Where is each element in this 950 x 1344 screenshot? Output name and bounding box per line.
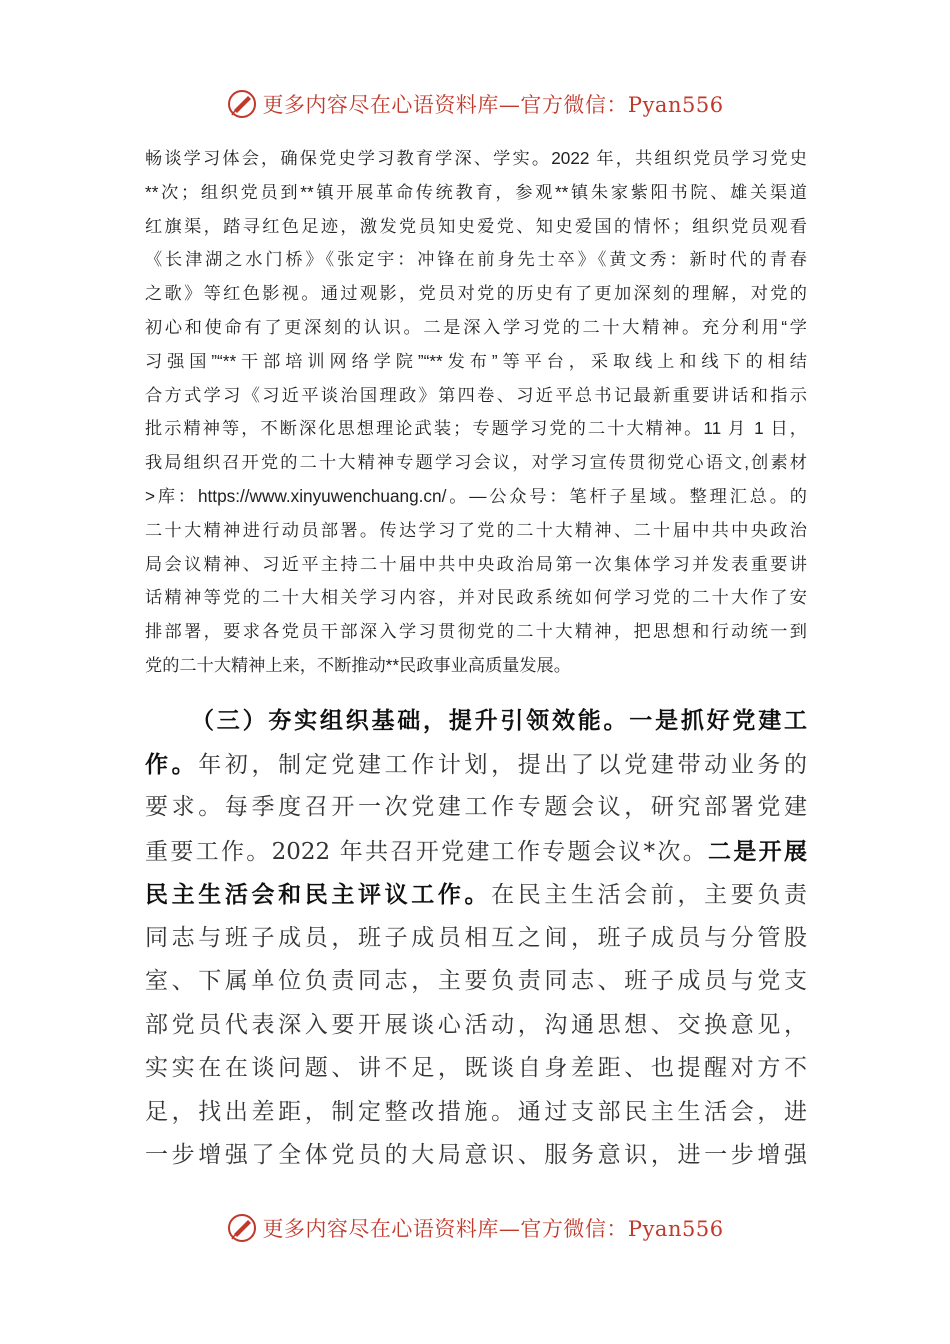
body-paragraph-2 [145,699,807,1178]
text-line: 初心和使命有了更深刻的认识。二是深入学习党的二十大精神。充分利用“学 [145,316,807,337]
text-line: 同志与班子成员，班子成员相互之间，班子成员与分管股 [145,924,807,951]
text-fragment: 年初，制定党建工作计划，提出了以党建带动业务的 [198,751,807,778]
footer-banner [0,1208,950,1248]
bold-fragment: 作。 [145,750,199,778]
text-line: 部党员代表深入要开展谈心活动，沟通思想、交换意见， [145,1011,807,1038]
section-heading-line [145,699,807,743]
text-line [145,873,807,917]
body-paragraph-1 [145,142,807,683]
text-line: 合方式学习《习近平谈治国理政》第四卷、习近平总书记最新重要讲话和指示 [145,384,807,405]
section-heading: （三）夯实组织基础，提升引领效能。一是抓好党建工 [191,707,807,734]
text-line: 党的二十大精神上来，不断推动**民政事业高质量发展。 [145,654,571,675]
text-line: >库：https://www.xinyuwenchuang.cn/。—公众号：笔杆子星域。整理汇总。的 [145,485,807,506]
text-line: 我局组织召开党的二十大精神专题学习会议，对学习宣传贯彻党心语文,创素材 [145,452,807,473]
text-line [145,830,807,874]
text-line [145,743,807,787]
text-fragment: 在民主生活会前，主要负责 [491,882,807,908]
bold-fragment: 二是开展 [708,837,807,865]
text-line: 一步增强了全体党员的大局意识、服务意识，进一步增强 [145,1142,807,1168]
text-line: 习强国”“**干部培训网络学院”“**发布”等平台，采取线上和线下的相结 [145,350,807,371]
text-line: 红旗渠，踏寻红色足迹，激发党员知史爱党、知史爱国的情怀；组织党员观看 [145,215,807,236]
text-line: 局会议精神、习近平主持二十届中共中央政治局第一次集体学习并发表重要讲 [145,553,807,574]
text-line: 话精神等党的二十大相关学习内容，并对民政系统如何学习党的二十大作了安 [145,587,807,608]
text-line: 要求。每季度召开一次党建工作专题会议，研究部署党建 [145,794,807,820]
banner-text: 更多内容尽在心语资料库—官方微信：Pyan556 [262,93,724,117]
text-line: 《长津湖之水门桥》《张定宇：冲锋在前身先士卒》《黄文秀：新时代的青春 [145,249,807,270]
text-line: 批示精神等，不断深化思想理论武装；专题学习党的二十大精神。11 月 1 日， [145,418,807,439]
banner-text: 更多内容尽在心语资料库—官方微信：Pyan556 [262,1217,724,1241]
text-line: 之歌》等红色影视。通过观影，党员对党的历史有了更加深刻的理解，对党的 [145,283,807,304]
text-line: 排部署，要求各党员干部深入学习贯彻党的二十大精神，把思想和行动统一到 [145,621,807,642]
text-fragment: 重要工作。2022 年共召开党建工作专题会议*次。 [145,838,709,865]
text-line: 室、下属单位负责同志，主要负责同志、班子成员与党支 [145,968,807,994]
text-line: 二十大精神进行动员部署。传达学习了党的二十大精神、二十届中共中央政治 [145,519,807,540]
header-banner [0,84,950,124]
text-line: **次；组织党员到**镇开展革命传统教育，参观**镇朱家紫阳书院、雄关渠道 [145,181,807,202]
bold-fragment: 民主生活会和民主评议工作。 [145,881,492,908]
pen-logo-icon [226,88,258,120]
text-line: 畅谈学习体会，确保党史学习教育学深、学实。2022 年，共组织党员学习党史 [145,148,807,168]
text-line: 实实在在谈问题、讲不足，既谈自身差距、也提醒对方不 [145,1055,807,1081]
pen-logo-icon [226,1212,258,1244]
text-line: 足，找出差距，制定整改措施。通过支部民主生活会，进 [145,1098,807,1125]
